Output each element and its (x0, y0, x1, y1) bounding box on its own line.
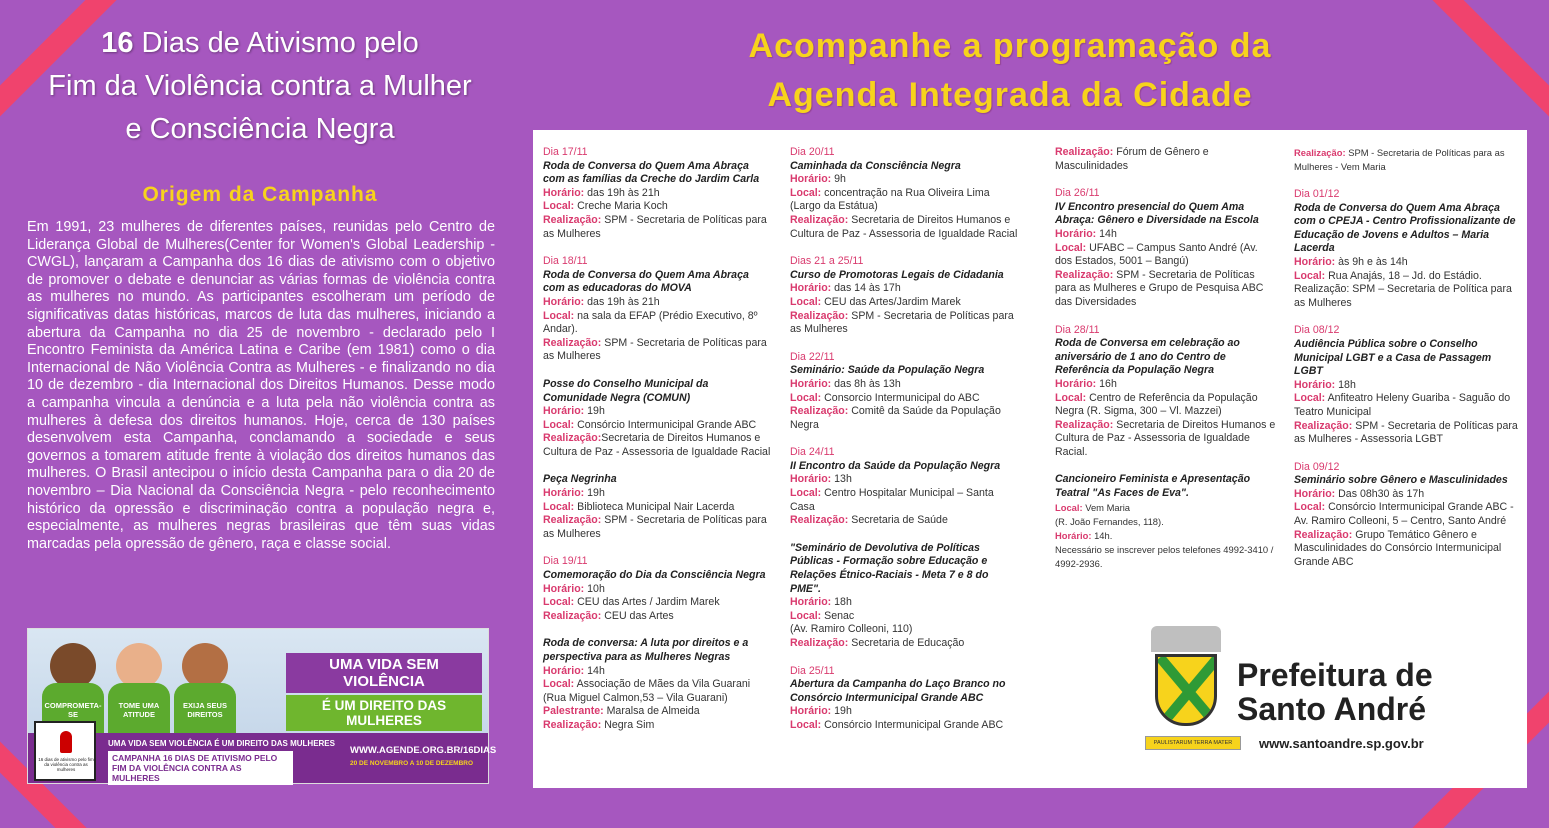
left-column (20, 22, 500, 553)
agenda-title: Acompanhe a programação da Agenda Integrada da Cidade (748, 27, 1272, 114)
agenda-column (1294, 146, 1522, 583)
campaign-banner (27, 628, 497, 784)
event-item: Dia 24/11 II Encontro da Saúde da População Negra Horário: 13h Local: Centro Hospitalar Municipal – Santa Casa Realização: Secretaria de Saúde (790, 446, 1001, 527)
agenda-column (543, 146, 773, 747)
campaign-title: 16 Dias de Ativismo pelo Fim da Violência contra a Mulher e Consciência Negra (48, 27, 472, 145)
event-item: Dia 01/12 Roda de Conversa do Quem Ama Abraça com o CPEJA - Centro Profissionalizante de Educação de Jovens e Adultos – Maria Lacerda Horário: às 9h e às 14h Local: Rua Anajás, 18 – Jd. do Estádio. Realização: SPM – Secretaria de Política para as Mulheres (1294, 188, 1516, 309)
agenda-column (790, 146, 1018, 747)
coat-of-arms-icon: PAULISTARUM TERRA MATER (1145, 626, 1227, 756)
child-illustration: TOME UMA ATITUDE (108, 643, 170, 733)
event-item: Roda de conversa: A luta por direitos e a perspectiva para as Mulheres Negras Horário: 14h Local: Associação de Mães da Vila Guarani (Rua Miguel Calmon,53 – Vila Guarani) Palestrante: Maralsa de Almeida Realização: Negra Sim (543, 637, 751, 731)
prefeitura-url[interactable]: www.santoandre.sp.gov.br (1259, 736, 1424, 751)
event-item: Dia 19/11 Comemoração do Dia da Consciência Negra Horário: 10h Local: CEU das Artes / Jardim Marek Realização: CEU das Artes (543, 555, 766, 622)
banner-url: WWW.AGENDE.ORG.BR/16DIAS (350, 745, 497, 756)
event-item: Dia 28/11 Roda de Conversa em celebração ao aniversário de 1 ano do Centro de Referência da População Negra Horário: 16h Local: Centro de Referência da População Negra (R. Sigma, 300 – Vl. Mazzei) Realização: Secretaria de Direitos Humanos e Cultura de Paz - Assessoria de Igualdade Racial. (1055, 323, 1276, 458)
event-item: Dia 17/11 Roda de Conversa do Quem Ama Abraça com as famílias da Creche do Jardim Carla Horário: das 19h às 21h Local: Creche Maria Koch Realização: SPM - Secretaria de Políticas para as Mulheres (543, 146, 767, 240)
event-item: Peça Negrinha Horário: 19h Local: Biblioteca Municipal Nair Lacerda Realização: SPM - Secretaria de Políticas para as Mulheres (543, 473, 767, 540)
event-item: Dia 08/12 Audiência Pública sobre o Conselho Municipal LGBT e a Casa de Passagem LGBT Horário: 18h Local: Anfiteatro Heleny Guariba - Saguão do Teatro Municipal Realização: SPM - Secretaria de Políticas para as Mulheres - Assessoria LGBT (1294, 324, 1518, 446)
origem-text: Em 1991, 23 mulheres de diferentes países, reunidas pelo Centro de Liderança Global de Mulheres(Center for Women's Global Leadership - CWGL), lançaram a Campanha dos 16 dias de ativismo com o objetivo de promover o debate e denunciar as várias formas de violência contra as mulheres no mundo. As participantes escolheram um período de significativas datas históricas, marcos de luta das mulheres, iniciando a abertura da Campanha no dia 25 de novembro - declarado pelo I Encontro Feminista da América Latina e Caribe (em 1981) como o dia Internacional de Não Violência Contra as Mulheres - e finalizando no dia 10 de dezembro - dia Internacional dos Direitos Humanos. Desse modo a campanha vincula a denúncia e a luta pela não violência contra as mulheres à defesa dos direitos humanos. Hoje, cerca de 130 países desenvolvem esta Campanha, conclamando a sociedade e seus governos a tomarem atitude frente à violação dos direitos humanos das mulheres. O Brasil antecipou o início desta Campanha para o dia 20 de novembro – Dia Nacional da Consciência Negra - pelo reconhecimento histórico da opressão e discriminação contra a população negra e, especialmente, as mulheres negras brasileiras que têm suas vidas marcadas pela opressão de gênero, raça e classe social. (27, 219, 495, 552)
event-item: Dia 22/11 Seminário: Saúde da População Negra Horário: das 8h às 13h Local: Consorcio Intermunicipal do ABC Realização: Comitê da Saúde da População Negra (790, 350, 1001, 431)
campaign-logo-icon: 16 dias de ativismo pelo fim da violência contra as mulheres (34, 721, 96, 781)
event-item: Realização: SPM - Secretaria de Políticas para as Mulheres - Vem Maria (1294, 147, 1505, 172)
event-item: Dia 18/11 Roda de Conversa do Quem Ama Abraça com as educadoras do MOVA Horário: das 19h às 21h Local: na sala da EFAP (Prédio Executivo, 8º Andar). Realização: SPM - Secretaria de Políticas para as Mulheres (543, 255, 767, 363)
event-item: Cancioneiro Feminista e Apresentação Teatral "As Faces de Eva". Local: Vem Maria (R. João Fernandes, 118). Horário: 14h. Necessário se inscrever pelos telefones 4992-3410 / 4992-2936. (1055, 473, 1274, 569)
child-illustration: COMPROMETA-SE (42, 643, 104, 733)
banner-text: CAMPANHA 16 DIAS DE ATIVISMO PELO FIM DA VIOLÊNCIA CONTRA AS MULHERES (108, 751, 293, 785)
event-item: Realização: Fórum de Gênero e Masculinidades (1055, 146, 1209, 172)
prefeitura-logo (1145, 626, 1475, 766)
event-item: Dia 25/11 Abertura da Campanha do Laço Branco no Consórcio Intermunicipal Grande ABC Horário: 19h Local: Consórcio Intermunicipal Grande ABC (790, 664, 1006, 731)
banner-dates: 20 DE NOVEMBRO A 10 DE DEZEMBRO (350, 760, 474, 767)
agenda-panel (533, 130, 1527, 788)
child-illustration: EXIJA SEUS DIREITOS (174, 643, 236, 733)
agenda-column (1055, 146, 1277, 585)
origem-heading: Origem da Campanha (142, 183, 378, 206)
banner-text: UMA VIDA SEM VIOLÊNCIA É UM DIREITO DAS MULHERES (108, 739, 335, 748)
event-item: Dias 21 a 25/11 Curso de Promotoras Legais de Cidadania Horário: das 14 às 17h Local: CEU das Artes/Jardim Marek Realização: SPM - Secretaria de Políticas para as Mulheres (790, 255, 1014, 336)
event-item: Dia 26/11 IV Encontro presencial do Quem Ama Abraça: Gênero e Diversidade na Escola Horário: 14h Local: UFABC – Campus Santo André (Av. dos Estados, 5001 – Bangú) Realização: SPM - Secretaria de Políticas para as Mulheres e Grupo de Pesquisa ABC das Diversidades (1055, 187, 1264, 308)
event-item: Dia 09/12 Seminário sobre Gênero e Masculinidades Horário: Das 08h30 às 17h Local: Consórcio Intermunicipal Grande ABC - Av. Ramiro Colleoni, 5 – Centro, Santo André Realização: Grupo Temático Gênero e Masculinidades do Consórcio Intermunicipal Grande ABC (1294, 460, 1514, 568)
prefeitura-name: Prefeitura de Santo André (1237, 657, 1433, 727)
event-item: "Seminário de Devolutiva de Políticas Públicas - Formação sobre Educação e Relações Étnico-Raciais - Meta 7 e 8 do PME". Horário: 18h Local: Senac (Av. Ramiro Colleoni, 110) Realização: Secretaria de Educação (790, 541, 989, 649)
event-item: Dia 20/11 Caminhada da Consciência Negra Horário: 9h Local: concentração na Rua Oliveira Lima (Largo da Estátua) Realização: Secretaria de Direitos Humanos e Cultura de Paz - Assessoria de Igualdade Racial (790, 146, 1018, 240)
event-item: Posse do Conselho Municipal da Comunidade Negra (COMUN) Horário: 19h Local: Consórcio Intermunicipal Grande ABC Realização:Secretaria de Direitos Humanos e Cultura de Paz - Assessoria de Igualdade Racial (543, 377, 771, 458)
banner-slogan: UMA VIDA SEM VIOLÊNCIA É UM DIREITO DAS MULHERES (286, 653, 482, 742)
